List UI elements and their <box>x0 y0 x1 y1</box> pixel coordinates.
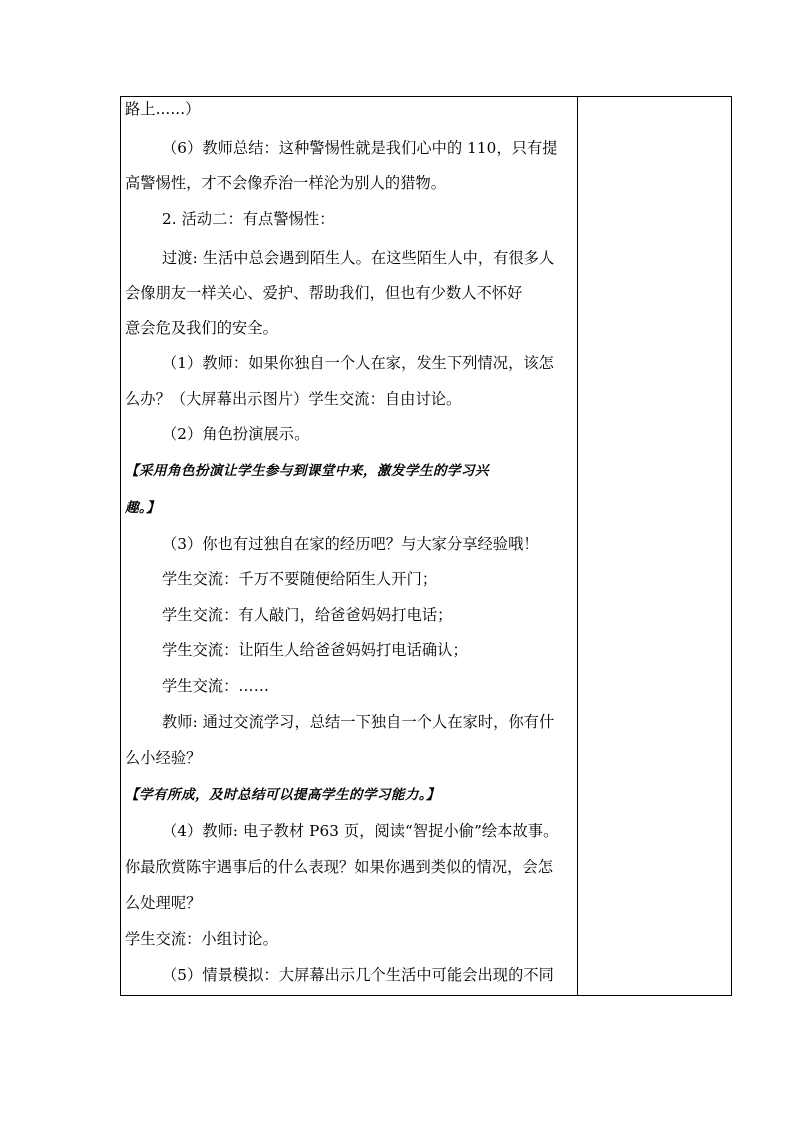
lesson-content-cell <box>121 97 578 995</box>
text-line: 学生交流：…… <box>162 677 270 695</box>
text-line: 会像朋友一样关心、爱护、帮助我们，但也有少数人不怀好 <box>125 284 523 302</box>
text-line: 么办？（大屏幕出示图片）学生交流：自由讨论。 <box>125 390 462 408</box>
text-line: 学生交流：让陌生人给爸爸妈妈打电话确认； <box>162 641 468 659</box>
text-line: （4）教师: 电子教材 P63 页，阅读“智捉小偷”绘本故事。 <box>162 822 559 840</box>
text-line: （5）情景模拟：大屏幕出示几个生活中可能会出现的不同 <box>162 966 554 984</box>
text-line: 么小经验？ <box>125 749 202 767</box>
text-line: 过渡: 生活中总会遇到陌生人。在这些陌生人中，有很多人 <box>162 249 555 267</box>
text-line: 你最欣赏陈宇遇事后的什么表现？如果你遇到类似的情况，会怎 <box>125 858 554 876</box>
text-line: （1）教师：如果你独自一个人在家，发生下列情况，该怎 <box>162 354 554 372</box>
text-line: 学生交流：千万不要随便给陌生人开门； <box>162 570 438 588</box>
text-line: （2）角色扮演展示。 <box>162 425 310 443</box>
text-line: 教师: 通过交流学习，总结一下独自一个人在家时，你有什 <box>162 713 555 731</box>
text-line: 高警惕性，才不会像乔治一样沦为别人的猎物。 <box>125 174 447 192</box>
teaching-note: 【采用角色扮演让学生参与到课堂中来，激发学生的学习兴 <box>125 463 489 479</box>
text-line: 意会危及我们的安全。 <box>125 319 278 337</box>
notes-cell <box>578 97 731 995</box>
text-line: 学生交流：小组讨论。 <box>125 930 278 948</box>
text-line: 路上......） <box>125 100 201 118</box>
teaching-note: 【学有所成，及时总结可以提高学生的学习能力。】 <box>125 787 441 803</box>
teaching-note: 趣。】 <box>125 500 161 516</box>
text-line: 学生交流：有人敲门，给爸爸妈妈打电话； <box>162 606 453 624</box>
text-line: 么处理呢？ <box>125 894 202 912</box>
activity-heading: 2. 活动二：有点警惕性： <box>162 210 335 228</box>
text-line: （3）你也有过独自在家的经历吧？与大家分享经验哦！ <box>162 535 539 553</box>
lesson-plan-table <box>120 96 732 996</box>
text-line: （6）教师总结：这种警惕性就是我们心中的 110，只有提 <box>162 139 558 157</box>
